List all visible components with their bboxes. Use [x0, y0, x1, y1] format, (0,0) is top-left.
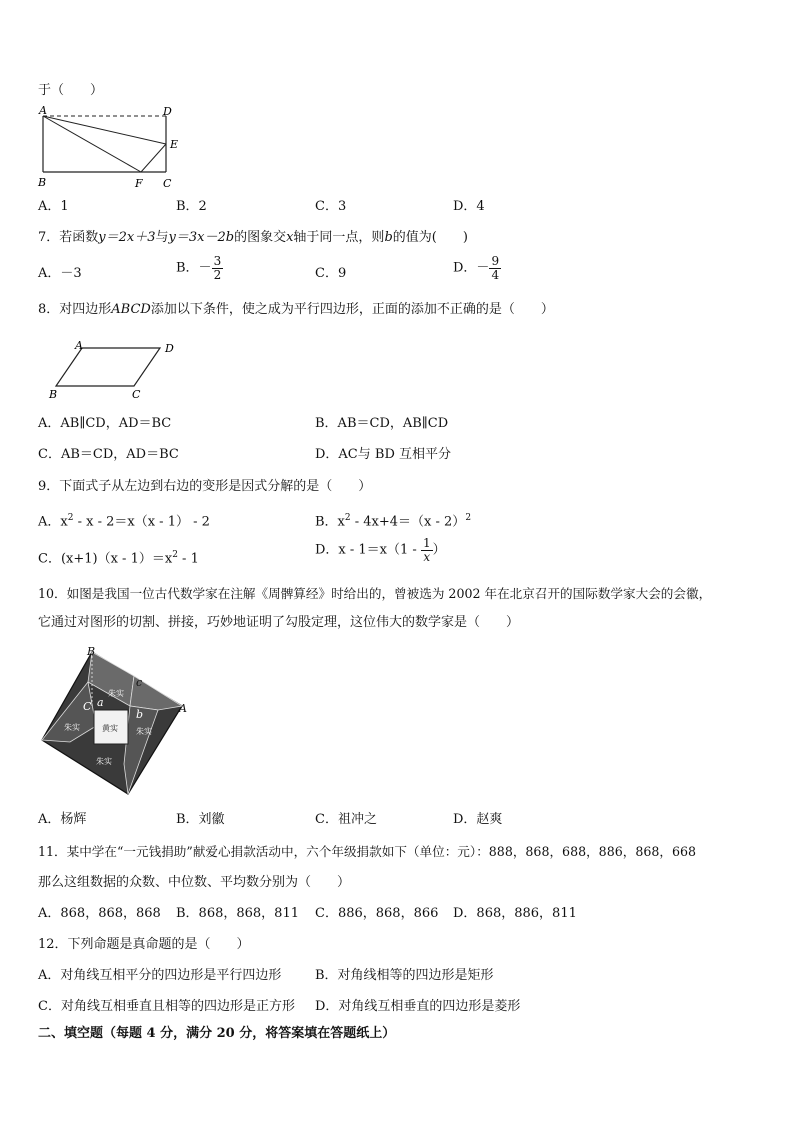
q10-label-c-small: c — [136, 676, 143, 689]
q8-label-b: B — [49, 388, 58, 401]
q9-option-b — [315, 509, 471, 531]
q6-tail: 于（ ） — [38, 83, 104, 98]
q6-option-c: C．3 — [315, 199, 347, 214]
q6-option-d: D．4 — [453, 199, 485, 214]
q9-option-a-exp: 2 — [67, 513, 74, 523]
q9-option-d-fraction — [421, 537, 433, 564]
q9-option-c-pre: C．(x+1)（x - 1）＝x — [38, 551, 173, 567]
q7-option-d-prefix: D．－ — [453, 260, 490, 276]
q10-line-1: 10．如图是我国一位古代数学家在注解《周髀算经》时给出的，曾被选为 2002 年在北京召开的国际数学家大会的会徽， — [38, 586, 712, 601]
q7-option-c: C．9 — [315, 266, 347, 281]
q7-mid-2: 的图象交 — [234, 230, 287, 245]
q8-label-a: A — [75, 340, 83, 352]
q7-option-a: A．－3 — [38, 266, 82, 281]
q11-line-1: 11．某中学在“一元钱捐助”献爱心捐款活动中，六个年级捐款如下（单位：元）：888，868，688，886，868，668 — [38, 844, 696, 859]
q7-option-b — [176, 255, 223, 282]
q8-label-c: C — [132, 388, 141, 401]
q7-option-b-den: 2 — [213, 268, 222, 282]
q9-option-b-exp-2: 2 — [465, 513, 472, 523]
q11-option-c: C．886，868，866 — [315, 906, 439, 921]
q10-figure — [40, 646, 190, 796]
q10-zhu-bottom: 朱实 — [96, 757, 112, 766]
q7-mid-1: 与 — [155, 230, 169, 245]
q8-option-b: B．AB＝CD，AB∥CD — [315, 416, 449, 431]
q9-option-c — [38, 546, 199, 568]
q6-option-b: B．2 — [176, 199, 207, 214]
q10-label-b: B — [87, 646, 96, 658]
q9-option-c-post: - 1 — [177, 551, 199, 567]
q10-zhu-left: 朱实 — [64, 723, 80, 732]
q7-option-d-num: 9 — [491, 254, 500, 268]
q8-stem — [38, 301, 554, 319]
q9-option-d-pre: D．x - 1＝x（1 - — [315, 542, 421, 558]
q7-axis: x — [286, 230, 294, 245]
q6-option-a: A．1 — [38, 199, 69, 214]
q7-suffix: 的值为( ) — [392, 230, 468, 245]
q6-label-f: F — [135, 177, 143, 190]
q9-option-a-post: - x - 2＝x（x - 1） - 2 — [73, 514, 210, 530]
q10-option-d: D．赵爽 — [453, 812, 503, 827]
q10-line-2: 它通过对图形的切割、拼接，巧妙地证明了勾股定理，这位伟大的数学家是（ ） — [38, 615, 520, 630]
q12-option-c: C．对角线互相垂直且相等的四边形是正方形 — [38, 999, 295, 1014]
q12-option-b: B．对角线相等的四边形是矩形 — [315, 968, 494, 983]
q7-option-d-fraction — [489, 255, 501, 282]
q10-zhu-top: 朱实 — [108, 689, 124, 698]
q12-option-d: D．对角线互相垂直的四边形是菱形 — [315, 999, 521, 1014]
q10-label-c: C — [83, 700, 92, 713]
q7-option-b-prefix: B．－ — [176, 260, 212, 276]
q11-option-a: A．868，868，868 — [38, 906, 161, 921]
q9-option-b-mid: - 4x+4＝（x - 2） — [350, 514, 466, 530]
q7-var: b — [384, 230, 393, 245]
q7-option-d-den: 4 — [491, 268, 500, 282]
q7-mid-3: 轴于同一点，则 — [293, 230, 385, 245]
q10-label-a: A — [179, 702, 187, 715]
q10-option-c: C．祖冲之 — [315, 812, 377, 827]
q9-option-c-exp: 2 — [172, 550, 178, 560]
q9-option-a-pre: A．x — [38, 514, 68, 530]
q8-option-a: A．AB∥CD，AD＝BC — [38, 416, 172, 431]
q8-prefix: 8．对四边形 — [38, 302, 112, 317]
q6-label-a: A — [39, 104, 47, 117]
q10-huang: 黄实 — [102, 724, 118, 733]
q12-stem: 12．下列命题是真命题的是（ ） — [38, 937, 250, 952]
q7-stem — [38, 229, 468, 247]
section-2-heading: 二、填空题（每题 4 分，满分 20 分，将答案填在答题纸上） — [38, 1026, 396, 1041]
q9-option-a — [38, 509, 210, 531]
q8-suffix: 添加以下条件，使之成为平行四边形，正面的添加不正确的是（ ） — [150, 302, 554, 317]
q8-figure — [44, 340, 184, 402]
q8-option-d: D．AC与 BD 互相平分 — [315, 447, 451, 462]
q11-line-2: 那么这组数据的众数、中位数、平均数分别为（ ） — [38, 875, 351, 890]
q6-figure — [34, 104, 194, 194]
q12-option-a: A．对角线互相平分的四边形是平行四边形 — [38, 968, 282, 983]
q7-prefix: 7．若函数 — [38, 230, 99, 245]
q10-label-b-small: b — [136, 708, 144, 721]
q6-label-e: E — [170, 138, 179, 151]
q11-option-d: D．868，886，811 — [453, 906, 577, 921]
q10-option-b: B．刘徽 — [176, 812, 225, 827]
q8-label-d: D — [165, 342, 174, 355]
q6-label-b: B — [38, 176, 47, 189]
q7-option-b-fraction — [212, 255, 224, 282]
q8-option-c: C．AB＝CD，AD＝BC — [38, 447, 179, 462]
q9-option-d — [315, 537, 446, 564]
q8-shape: ABCD — [111, 302, 151, 317]
q9-option-d-post: ） — [432, 542, 446, 558]
q9-stem: 9．下面式子从左边到右边的变形是因式分解的是（ ） — [38, 479, 372, 494]
q7-function-2: y＝3x－2b — [168, 230, 235, 245]
q7-option-d — [453, 255, 501, 282]
q9-option-d-den: x — [423, 550, 431, 564]
q11-option-b: B．868，868，811 — [176, 906, 299, 921]
q9-option-b-exp: 2 — [344, 513, 351, 523]
q6-label-d: D — [163, 105, 172, 118]
q10-label-a-small: a — [97, 696, 104, 709]
q9-option-d-num: 1 — [422, 536, 431, 550]
q10-zhu-right: 朱实 — [136, 727, 152, 736]
q9-option-b-pre: B．x — [315, 514, 345, 530]
q7-option-b-num: 3 — [213, 254, 222, 268]
q7-function-1: y＝2x＋3 — [98, 230, 156, 245]
q10-option-a: A．杨辉 — [38, 812, 87, 827]
q6-label-c: C — [163, 177, 172, 190]
